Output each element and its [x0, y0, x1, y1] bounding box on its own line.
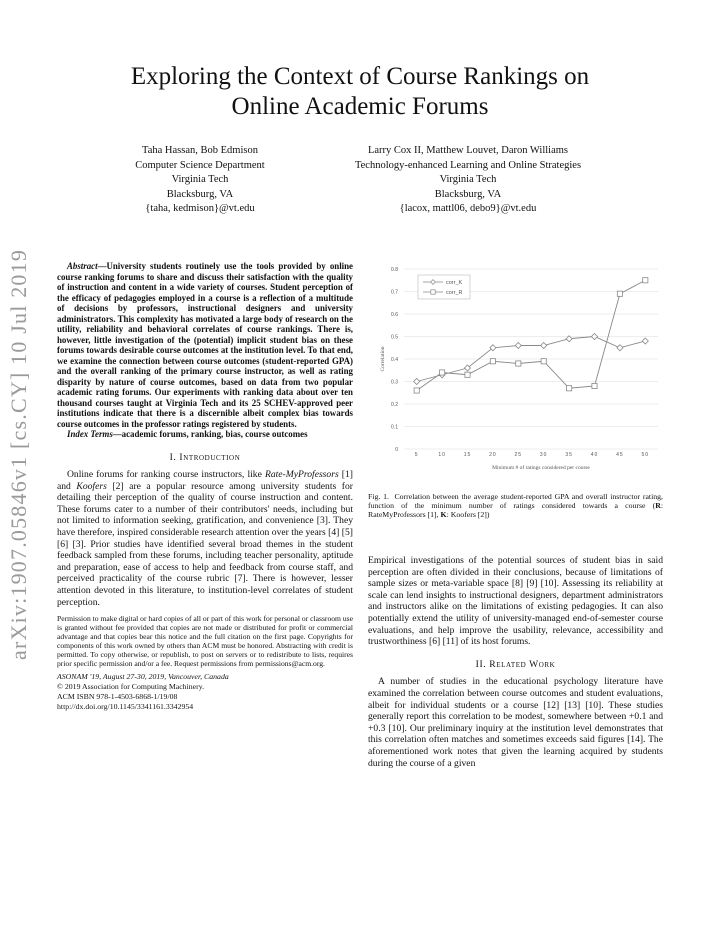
author-department: Technology-enhanced Learning and Online Strategies [354, 159, 582, 171]
x-tick-label: 25 [514, 452, 523, 458]
title-line-2: Online Academic Forums [231, 93, 489, 120]
author-names: Larry Cox II, Matthew Louvet, Daron Williams [367, 145, 568, 156]
data-point-corr_R [592, 383, 597, 388]
y-tick-label: 0.3 [391, 379, 398, 386]
author-emails: {lacox, mattl06, debo9}@vt.edu [399, 203, 537, 214]
x-tick-label: 35 [565, 452, 573, 458]
data-point-corr_K [592, 334, 598, 340]
data-point-corr_R [414, 388, 419, 393]
y-tick-label: 0.6 [391, 312, 398, 318]
x-tick-label: 45 [616, 452, 624, 458]
related-work-paragraph: A number of studies in the educational psychology literature have examined the correlation between course outcomes and student evaluations, albeit for individual students or a course [12] [13] [10]. These studies generally report this correlation to be modest, somewhere between +0.1 and +0.3 [10]. Our preliminary inquiry at the institution level demonstrates that this correlation often matches and sometimes exceeds said figures [14]. The aforementioned work notes that given the learning acquired by students during the course of a given [368, 676, 663, 769]
data-point-corr_K [541, 343, 547, 349]
index-terms-text: —academic forums, ranking, bias, course outcomes [112, 429, 308, 439]
figure-caption-label: Fig. 1. [368, 492, 389, 501]
author-institution: Virginia Tech [439, 174, 497, 185]
ratemyprofessors-name: Rate-MyProfessors [264, 469, 339, 481]
data-point-corr_K [414, 379, 420, 385]
left-column [57, 261, 353, 712]
legend-label: corr_R [446, 290, 463, 296]
title-line-1: Exploring the Context of Course Rankings on [130, 63, 590, 90]
x-axis-label: Minimum # of ratings considered per course [492, 465, 590, 471]
author-names: Taha Hassan, Bob Edmison [142, 145, 258, 156]
index-terms [57, 429, 353, 440]
data-point-corr_K [642, 338, 648, 344]
abstract [57, 261, 353, 429]
conference-line: ASONAM '19, August 27-30, 2019, Vancouver, Canada [57, 672, 229, 682]
y-tick-label: 0.5 [391, 334, 398, 341]
data-point-corr_R [516, 361, 521, 366]
permission-notice: Permission to make digital or hard copies of all or part of this work for personal or classroom use is granted without fee provided that copies are not made or distributed for profit or commercial advantage and that copies bear this notice and the full citation on the first page. Copyrights for components of this work owned by others than ACM must be honored. Abstracting with credit is permitted. To copy otherwise, or republish, to post on servers or to redistribute to lists, requires prior specific permission and/or a fee. Request permissions from permissions@acm.org. [57, 614, 353, 669]
data-point-corr_R [490, 359, 495, 364]
abstract-label: Abstract [67, 261, 98, 271]
x-tick-label: 30 [539, 452, 548, 458]
author-location: Blacksburg, VA [434, 188, 502, 200]
body-paragraph: Empirical investigations of the potential sources of student bias in said perception are often divided in their conclusions, because of limitations of sample sizes or meta-variable space [8] [9] [10]. Assessing its reliability at scale can lend insights to instructional designers, department administrators and instructors alike on the limitations of existing pedagogies. It can also potentially extend the utility of university-managed end-of-semester course evaluations, and help improve the usability, relevance, accessibility and trustworthiness [6] [11] of its host forums. [368, 555, 663, 648]
y-tick-label: 0.8 [391, 267, 398, 273]
legend-label: corr_K [446, 280, 463, 286]
y-tick-label: 0.7 [391, 289, 398, 296]
intro-paragraph: Online forums for ranking course instructors, like Rate-MyProfessors [1] and Koofers [2] are a popular resource among university students for detailing their perception of the quality of course instruction and content. These forums cater to a number of their contributors' needs, including but not limited to information seeking, gratification, and convenience [3]. They have therefore, inspired considerable research attention over the years [4] [5] [6] [3]. Prior studies have identified several broad themes in the student feedback sampled from these forums, including teacher personality, aptitude and preparation, ease of access to help and feedback from course staff, and perceived practicality of the course rubric [7]. There is however, lesser attention devoted in this literature, to institution-level correlates of student perception. [57, 469, 353, 608]
x-tick-label: 20 [489, 452, 497, 458]
y-tick-label: 0.4 [391, 357, 398, 363]
right-column [368, 555, 663, 769]
author-emails: {taha, kedmison}@vt.edu [145, 203, 255, 214]
data-point-corr_R [617, 291, 622, 296]
x-tick-label: 15 [463, 452, 472, 458]
author-block-left [100, 144, 300, 217]
x-tick-label: 50 [641, 452, 650, 458]
figure-1-chart [368, 260, 664, 485]
figure-1-caption: Fig. 1. Correlation between the average student-reported GPA and overall instructor rating, function of the minimum number of ratings considered towards a course (R: RateMyProfessors [1], K: Koofers [2]) [368, 492, 663, 520]
doi-link[interactable]: http://dx.doi.org/10.1145/3341161.3342954 [57, 702, 194, 712]
data-point-corr_R [643, 278, 648, 283]
data-point-corr_R [440, 370, 445, 375]
arxiv-identifier: arXiv:1907.05846v1 [cs.CY] 10 Jul 2019 [6, 248, 31, 660]
x-tick-label: 10 [438, 452, 446, 458]
author-institution: Virginia Tech [171, 174, 229, 185]
x-tick-label: 40 [590, 452, 599, 458]
author-block-right [318, 144, 618, 217]
paper-title [60, 62, 660, 122]
x-tick-label: 5 [414, 452, 419, 458]
y-tick-label: 0.1 [391, 424, 398, 431]
data-point-corr_R [465, 372, 470, 377]
section-heading-related-work: II. Related Work [475, 658, 556, 670]
copyright-line: © 2019 Association for Computing Machinery. [57, 682, 205, 692]
y-tick-label: 0.2 [391, 402, 398, 408]
data-point-corr_K [617, 345, 623, 351]
author-department: Computer Science Department [135, 159, 265, 171]
isbn-line: ACM ISBN 978-1-4503-6868-1/19/08 [57, 692, 178, 702]
y-axis-label: Correlation [380, 346, 386, 372]
y-tick-label: 0 [395, 447, 398, 453]
section-heading-introduction: I. Introduction [169, 451, 241, 463]
index-terms-label: Index Terms [67, 429, 113, 439]
abstract-text: —University students routinely use the tools provided by online course ranking forums to share and discuss their satisfaction with the quality of instruction and content in a wide variety of courses. Student perception of the efficacy of pedagogies employed in a course is a reflection of a multitude of decisions by professors, instructional designers and university administrators. This complexity has motivated a large body of research on the utility, reliability and behavioral correlates of course rankings. There is, however, little investigation of the (potential) implicit student bias on these forums towards desirable course outcomes at the institution level. To that end, we examine the connection between course outcomes (student-reported GPA) and the overall ranking of the primary course instructor, as well as rating disparity by nature of course outcomes, based on data from two popular academic rating forums. Our experiments with ranking data about over ten thousand courses taught at Virginia Tech and its 25 SCHEV-approved peer institutions indicate that there is a discernible albeit complex bias towards course outcomes in the professor ratings registered by students. [57, 261, 353, 429]
author-location: Blacksburg, VA [166, 188, 234, 200]
data-point-corr_K [515, 343, 521, 349]
data-point-corr_R [567, 386, 572, 391]
legend-marker-corr_R [431, 290, 435, 294]
koofers-name: Koofers [76, 480, 107, 492]
data-point-corr_R [541, 359, 546, 364]
